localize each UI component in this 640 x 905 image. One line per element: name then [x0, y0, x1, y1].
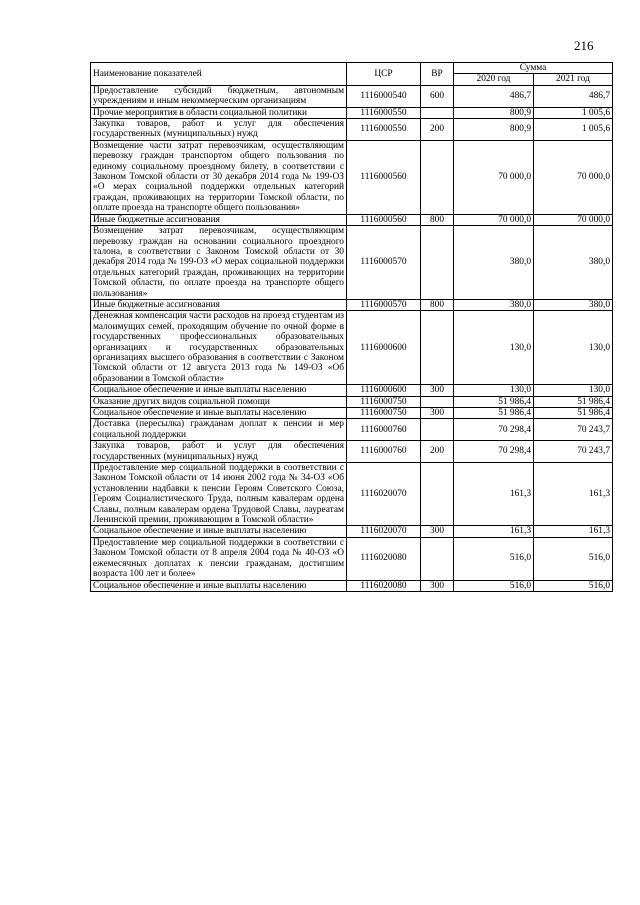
header-csr: ЦСР: [347, 63, 421, 86]
row-name: Социальное обеспечение и иные выплаты населению: [91, 526, 347, 537]
row-sum-2021: 51 986,4: [534, 396, 613, 407]
header-name: Наименование показателей: [91, 63, 347, 86]
table-row: [91, 119, 613, 141]
row-name: Закупка товаров, работ и услуг для обеспечения государственных (муниципальных) нужд: [91, 119, 347, 141]
row-sum-2020: 800,9: [454, 119, 534, 141]
row-csr: 1116020070: [347, 526, 421, 537]
table-row: [91, 419, 613, 441]
row-sum-2020: 70 000,0: [454, 214, 534, 225]
row-vr: 800: [421, 299, 454, 310]
row-sum-2021: 486,7: [534, 85, 613, 107]
row-vr: [421, 140, 454, 214]
row-csr: 1116000600: [347, 311, 421, 385]
row-sum-2020: 130,0: [454, 385, 534, 396]
row-csr: 1116000750: [347, 408, 421, 419]
row-csr: 1116000550: [347, 107, 421, 118]
row-csr: 1116000550: [347, 119, 421, 141]
header-sum: Сумма: [454, 63, 613, 74]
row-name: Прочие мероприятия в области социальной политики: [91, 107, 347, 118]
row-vr: [421, 537, 454, 580]
table-row: [91, 311, 613, 385]
row-csr: 1116000560: [347, 214, 421, 225]
table-row: [91, 537, 613, 580]
table-row: [91, 441, 613, 463]
table-row: [91, 299, 613, 310]
row-csr: 1116000760: [347, 419, 421, 441]
row-sum-2021: 130,0: [534, 385, 613, 396]
row-vr: 300: [421, 408, 454, 419]
row-name: Социальное обеспечение и иные выплаты населению: [91, 408, 347, 419]
row-sum-2020: 70 298,4: [454, 419, 534, 441]
row-vr: 600: [421, 85, 454, 107]
row-name: Предоставление мер социальной поддержки в соответствии с Законом Томской области от 14 июня 2002 года № 34-ОЗ «Об установлении надбавки к пенсии Героям Советского Союза, Героям Социалистического Труда, полным кавалерам ордена Славы, полным кавалерам ордена Трудовой Славы, лауреатам Ленинской премии, проживающим в Томской области»: [91, 463, 347, 526]
row-vr: 300: [421, 580, 454, 591]
row-name: Доставка (пересылка) гражданам доплат к пенсии и мер социальной поддержки: [91, 419, 347, 441]
table-row: [91, 107, 613, 118]
row-name: Предоставление субсидий бюджетным, автономным учреждениям и иным некоммерческим организациям: [91, 85, 347, 107]
row-vr: [421, 463, 454, 526]
row-vr: 300: [421, 526, 454, 537]
row-sum-2020: 161,3: [454, 463, 534, 526]
row-sum-2021: 161,3: [534, 526, 613, 537]
row-sum-2021: 380,0: [534, 299, 613, 310]
row-sum-2020: 516,0: [454, 580, 534, 591]
row-name: Оказание других видов социальной помощи: [91, 396, 347, 407]
header-year-2020: 2020 год: [454, 74, 534, 85]
row-name: Предоставление мер социальной поддержки в соответствии с Законом Томской области от 8 апреля 2004 года № 40-ОЗ «О ежемесячных доплатах к пенсии гражданам, достигшим возраста 100 лет и более»: [91, 537, 347, 580]
row-name: Социальное обеспечение и иные выплаты населению: [91, 580, 347, 591]
row-sum-2021: 161,3: [534, 463, 613, 526]
row-vr: [421, 226, 454, 300]
header-year-2021: 2021 год: [534, 74, 613, 85]
row-vr: [421, 396, 454, 407]
row-sum-2021: 130,0: [534, 311, 613, 385]
row-sum-2021: 516,0: [534, 580, 613, 591]
row-sum-2021: 70 000,0: [534, 214, 613, 225]
row-sum-2020: 130,0: [454, 311, 534, 385]
row-sum-2020: 70 000,0: [454, 140, 534, 214]
row-csr: 1116020080: [347, 580, 421, 591]
page-number: 216: [574, 38, 594, 53]
row-csr: 1116000750: [347, 396, 421, 407]
row-name: Закупка товаров, работ и услуг для обеспечения государственных (муниципальных) нужд: [91, 441, 347, 463]
row-sum-2020: 161,3: [454, 526, 534, 537]
row-vr: 300: [421, 385, 454, 396]
table-row: [91, 408, 613, 419]
row-sum-2021: 51 986,4: [534, 408, 613, 419]
row-sum-2021: 516,0: [534, 537, 613, 580]
row-name: Возмещение затрат перевозчикам, осуществляющим перевозку граждан на основании социального проездного талона, в соответствии с Законом Томской области от 30 декабря 2014 года № 199-ОЗ «О мерах социальной поддержки отдельных категорий граждан, проживающих на территории Томской области, по оплате проезда на транспорте общего пользования»: [91, 226, 347, 300]
row-vr: [421, 419, 454, 441]
row-sum-2021: 1 005,6: [534, 119, 613, 141]
row-vr: [421, 107, 454, 118]
row-sum-2020: 800,9: [454, 107, 534, 118]
row-sum-2021: 70 243,7: [534, 441, 613, 463]
row-vr: 200: [421, 441, 454, 463]
table-row: [91, 580, 613, 591]
table-row: [91, 214, 613, 225]
row-sum-2021: 380,0: [534, 226, 613, 300]
row-sum-2020: 486,7: [454, 85, 534, 107]
table-row: [91, 463, 613, 526]
row-vr: 800: [421, 214, 454, 225]
budget-table: [90, 62, 613, 592]
header-vr: ВР: [421, 63, 454, 86]
row-name: Социальное обеспечение и иные выплаты населению: [91, 385, 347, 396]
row-name: Денежная компенсация части расходов на проезд студентам из малоимущих семей, проходящим обучение по очной форме в государственных профессиональных образовательных организациях и государственных образовательных организациях высшего образования в соответствии с Законом Томской области от 12 августа 2013 года № 149-ОЗ «Об образовании в Томской области»: [91, 311, 347, 385]
table-row: [91, 526, 613, 537]
row-csr: 1116000540: [347, 85, 421, 107]
row-name: Иные бюджетные ассигнования: [91, 214, 347, 225]
table-row: [91, 396, 613, 407]
row-vr: [421, 311, 454, 385]
row-sum-2020: 516,0: [454, 537, 534, 580]
row-csr: 1116000600: [347, 385, 421, 396]
row-sum-2020: 51 986,4: [454, 396, 534, 407]
row-csr: 1116000560: [347, 140, 421, 214]
row-csr: 1116000570: [347, 299, 421, 310]
table-row: [91, 140, 613, 214]
row-sum-2021: 70 243,7: [534, 419, 613, 441]
row-sum-2021: 70 000,0: [534, 140, 613, 214]
row-sum-2020: 70 298,4: [454, 441, 534, 463]
table-row: [91, 385, 613, 396]
row-sum-2021: 1 005,6: [534, 107, 613, 118]
row-csr: 1116020080: [347, 537, 421, 580]
row-vr: 200: [421, 119, 454, 141]
row-sum-2020: 380,0: [454, 299, 534, 310]
row-csr: 1116020070: [347, 463, 421, 526]
row-csr: 1116000760: [347, 441, 421, 463]
row-name: Возмещение части затрат перевозчикам, осуществляющим перевозку граждан транспортом общего пользования по единому социальному проездному билету, в соответствии с Законом Томской области от 30 декабря 2014 года № 199-ОЗ «О мерах социальной поддержки отдельных категорий граждан, проживающих на территории Томской области, по оплате проезда на транспорте общего пользования»: [91, 140, 347, 214]
row-csr: 1116000570: [347, 226, 421, 300]
table-row: [91, 85, 613, 107]
table-body: [91, 85, 613, 591]
row-name: Иные бюджетные ассигнования: [91, 299, 347, 310]
row-sum-2020: 51 986,4: [454, 408, 534, 419]
row-sum-2020: 380,0: [454, 226, 534, 300]
table-row: [91, 226, 613, 300]
